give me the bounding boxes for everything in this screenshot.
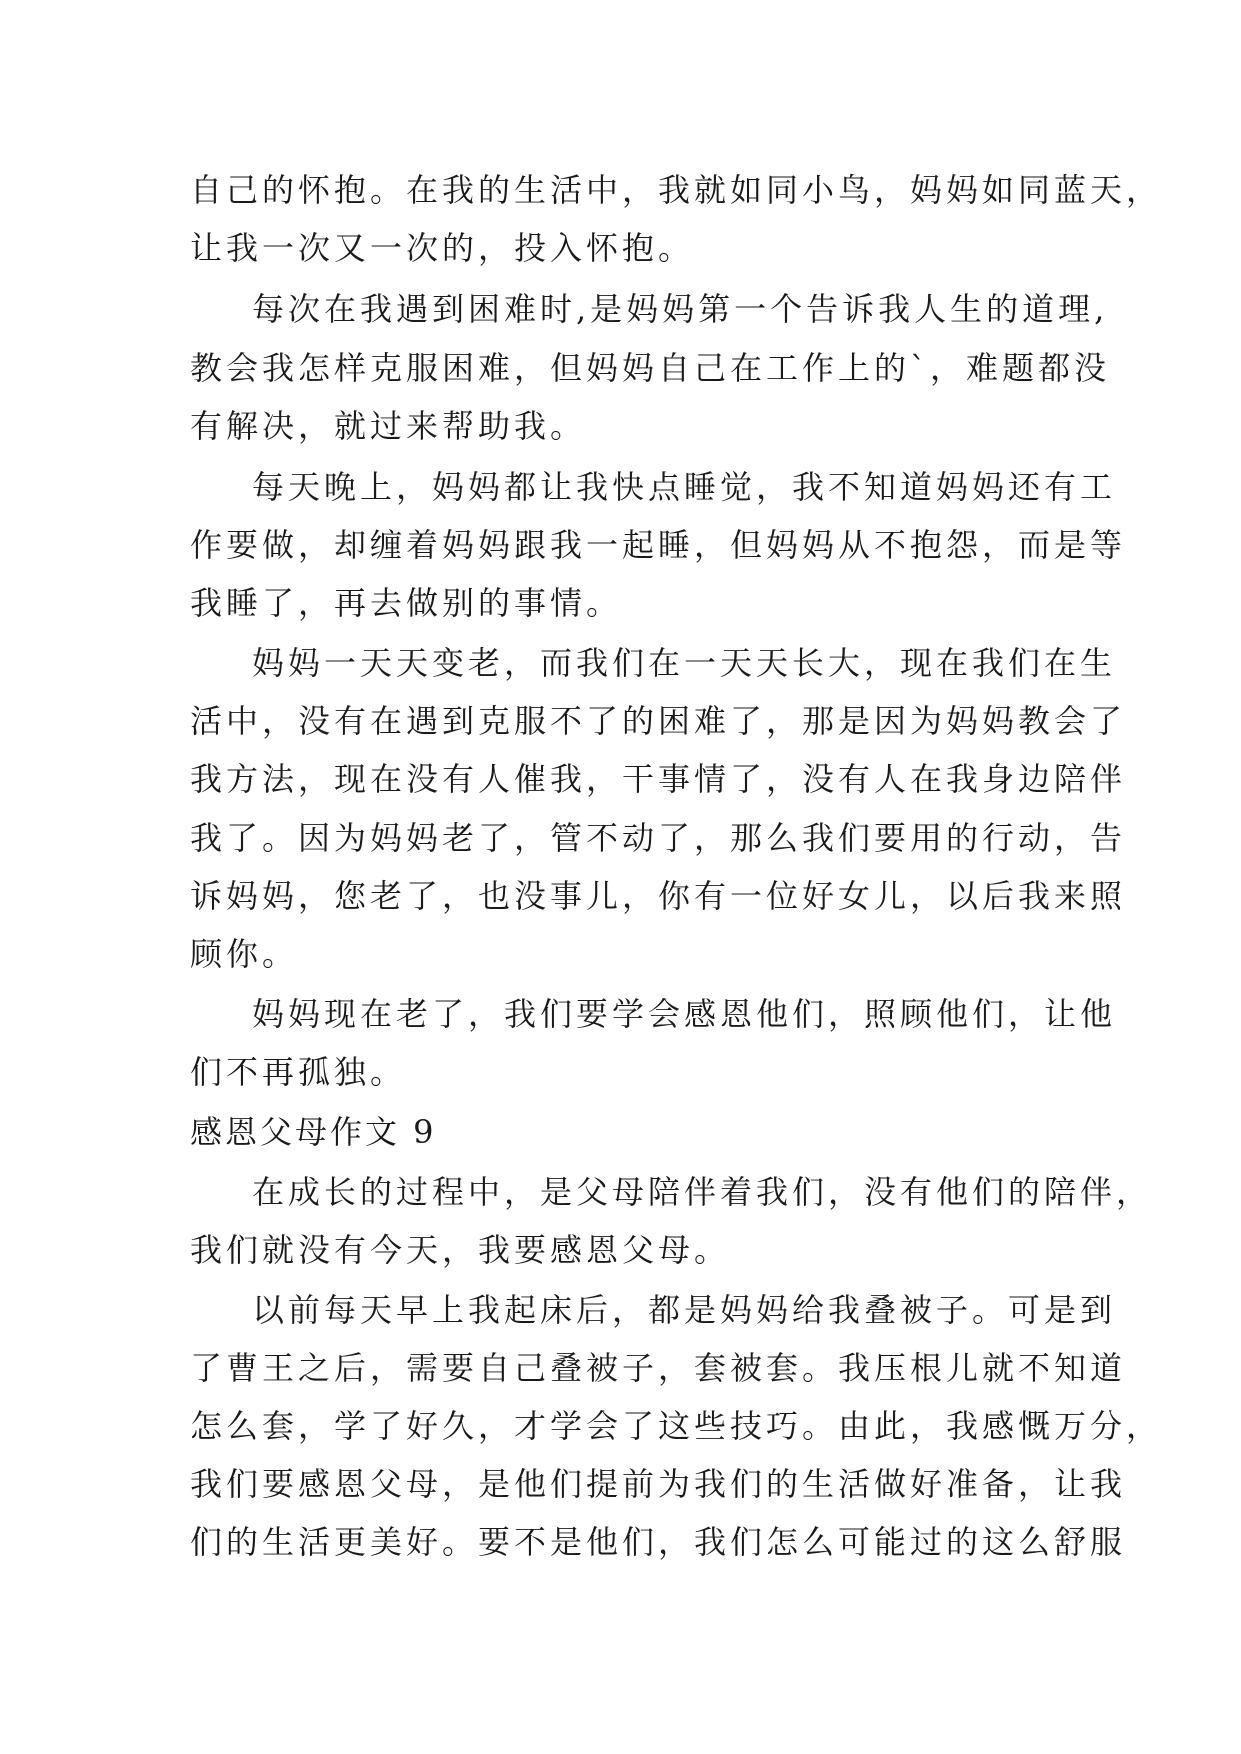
text-line: 顾你。 <box>190 935 299 973</box>
text-line: 作要做，却缠着妈妈跟我一起睡，但妈妈从不抱怨，而是等 <box>190 526 1127 564</box>
text-line: 在成长的过程中，是父母陪伴着我们，没有他们的陪伴， <box>252 1173 1153 1211</box>
section-heading: 感恩父母作文 9 <box>190 1113 437 1151</box>
text-line: 怎么套，学了好久，才学会了这些技巧。由此，我感慨万分， <box>190 1407 1163 1445</box>
text-line: 们的生活更美好。要不是他们，我们怎么可能过的这么舒服 <box>190 1523 1127 1561</box>
text-line: 妈妈一天天变老，而我们在一天天长大，现在我们在生 <box>252 644 1117 682</box>
text-line: 妈妈现在老了，我们要学会感恩他们，照顾他们，让他 <box>252 995 1117 1033</box>
text-line: 了曹王之后，需要自己叠被子，套被套。我压根儿就不知道 <box>190 1349 1127 1387</box>
text-line: 教会我怎样克服困难，但妈妈自己在工作上的`，难题都没 <box>190 349 1111 387</box>
text-line: 有解决，就过来帮助我。 <box>190 407 587 445</box>
text-line: 让我一次又一次的，投入怀抱。 <box>190 229 695 267</box>
text-line: 我睡了，再去做别的事情。 <box>190 584 623 622</box>
text-line: 以前每天早上我起床后，都是妈妈给我叠被子。可是到 <box>252 1291 1117 1329</box>
text-line: 自己的怀抱。在我的生活中，我就如同小鸟，妈妈如同蓝天， <box>190 171 1163 209</box>
text-line: 活中，没有在遇到克服不了的困难了，那是因为妈妈教会了 <box>190 702 1127 740</box>
text-line: 诉妈妈，您老了，也没事儿，你有一位好女儿，以后我来照 <box>190 877 1127 915</box>
text-line: 我们要感恩父母，是他们提前为我们的生活做好准备，让我 <box>190 1465 1127 1503</box>
text-line: 我们就没有今天，我要感恩父母。 <box>190 1231 731 1269</box>
text-line: 每次在我遇到困难时,是妈妈第一个告诉我人生的道理, <box>252 290 1109 328</box>
text-line: 们不再孤独。 <box>190 1053 407 1091</box>
text-line: 我了。因为妈妈老了，管不动了，那么我们要用的行动，告 <box>190 819 1127 857</box>
text-line: 我方法，现在没有人催我，干事情了，没有人在我身边陪伴 <box>190 760 1127 798</box>
text-line: 每天晚上，妈妈都让我快点睡觉，我不知道妈妈还有工 <box>252 468 1117 506</box>
